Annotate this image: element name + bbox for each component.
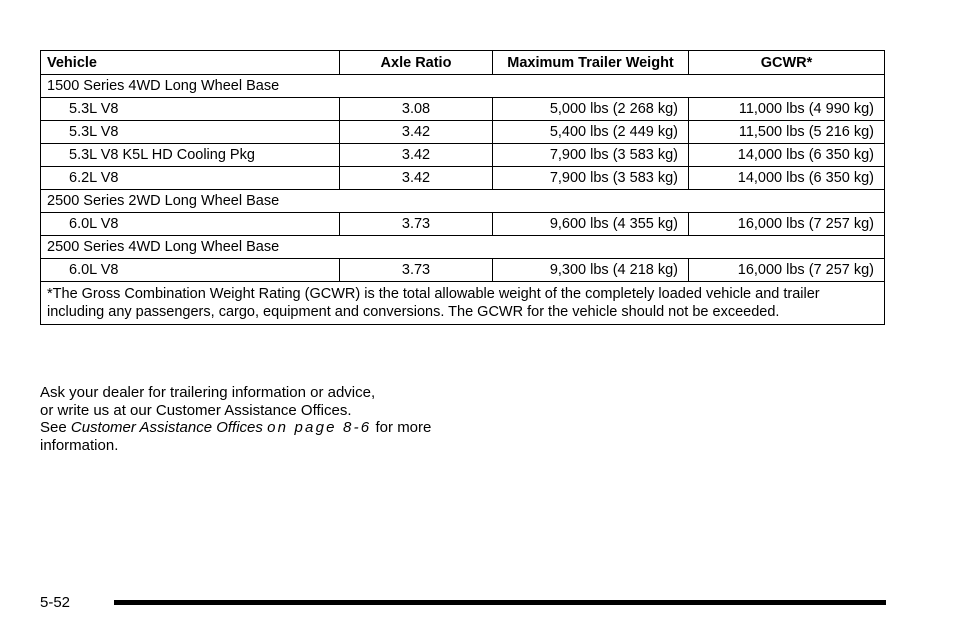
- cell-trailer-weight: 9,600 lbs (4 355 kg): [493, 213, 689, 236]
- table-row: [41, 167, 885, 190]
- cell-axle-ratio: 3.08: [340, 98, 493, 121]
- trailer-weight-table: [40, 50, 885, 325]
- cell-gcwr: 16,000 lbs (7 257 kg): [689, 213, 885, 236]
- advice-tail: for more information.: [40, 419, 432, 454]
- section-title: 2500 Series 4WD Long Wheel Base: [41, 236, 885, 259]
- cell-axle-ratio: 3.42: [340, 144, 493, 167]
- cell-trailer-weight: 5,400 lbs (2 449 kg): [493, 121, 689, 144]
- table-row: [41, 213, 885, 236]
- advice-line-2: or write us at our Customer Assistance Offices.: [40, 401, 352, 419]
- cell-trailer-weight: 9,300 lbs (4 218 kg): [493, 259, 689, 282]
- table-row: [41, 144, 885, 167]
- advice-see: See: [40, 419, 67, 436]
- section-row: [41, 236, 885, 259]
- header-gcwr: GCWR*: [689, 51, 885, 75]
- cell-vehicle: 6.0L V8: [41, 259, 340, 282]
- cell-vehicle: 5.3L V8: [41, 98, 340, 121]
- cross-reference-title[interactable]: Customer Assistance Offices: [70, 419, 263, 436]
- cell-gcwr: 11,000 lbs (4 990 kg): [689, 98, 885, 121]
- section-title: 2500 Series 2WD Long Wheel Base: [41, 190, 885, 213]
- cell-axle-ratio: 3.73: [340, 259, 493, 282]
- page-number: 5-52: [40, 594, 71, 611]
- cell-trailer-weight: 7,900 lbs (3 583 kg): [493, 144, 689, 167]
- cell-trailer-weight: 7,900 lbs (3 583 kg): [493, 167, 689, 190]
- cell-axle-ratio: 3.42: [340, 167, 493, 190]
- cell-vehicle: 6.0L V8: [41, 213, 340, 236]
- cell-gcwr: 14,000 lbs (6 350 kg): [689, 167, 885, 190]
- table-row: [41, 98, 885, 121]
- cell-axle-ratio: 3.42: [340, 121, 493, 144]
- table-row: [41, 259, 885, 282]
- cell-axle-ratio: 3.73: [340, 213, 493, 236]
- cell-vehicle: 5.3L V8 K5L HD Cooling Pkg: [41, 144, 340, 167]
- table-row: [41, 121, 885, 144]
- cell-gcwr: 11,500 lbs (5 216 kg): [689, 121, 885, 144]
- cross-reference-page[interactable]: on page 8-6: [267, 419, 372, 436]
- header-max-trailer-weight: Maximum Trailer Weight: [493, 51, 689, 75]
- cell-vehicle: 5.3L V8: [41, 121, 340, 144]
- footer-rule: [114, 600, 886, 605]
- cell-gcwr: 16,000 lbs (7 257 kg): [689, 259, 885, 282]
- cell-gcwr: 14,000 lbs (6 350 kg): [689, 144, 885, 167]
- advice-line-1: Ask your dealer for trailering information or advice,: [40, 384, 376, 401]
- dealer-advice-paragraph: [40, 384, 440, 454]
- gcwr-footnote: *The Gross Combination Weight Rating (GCWR) is the total allowable weight of the completely loaded vehicle and trailer including any passengers, cargo, equipment and conversions. The GCWR for the vehicle should not be exceeded.: [41, 282, 885, 325]
- section-row: [41, 75, 885, 98]
- cell-vehicle: 6.2L V8: [41, 167, 340, 190]
- header-vehicle: Vehicle: [41, 51, 340, 75]
- header-axle-ratio: Axle Ratio: [340, 51, 493, 75]
- cell-trailer-weight: 5,000 lbs (2 268 kg): [493, 98, 689, 121]
- table-header-row: [41, 51, 885, 75]
- section-row: [41, 190, 885, 213]
- section-title: 1500 Series 4WD Long Wheel Base: [41, 75, 885, 98]
- footnote-row: [41, 282, 885, 325]
